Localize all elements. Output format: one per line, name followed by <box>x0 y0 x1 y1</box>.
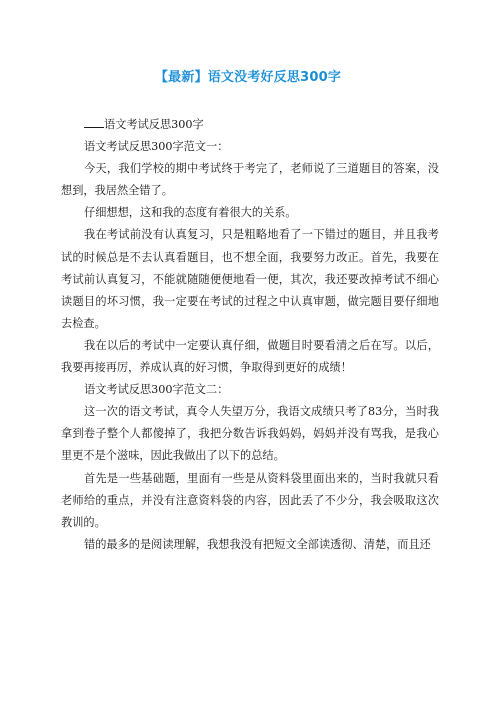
paragraph: 我在考试前没有认真复习，只是粗略地看了一下错过的题目，并且我考试的时候总是不去认真看题目，也不想全面，我要努力改正。首先，我要在考试前认真复习，不能就随随便便地看一便，其次，我还要改掉考试不细心读题目的坏习惯，我一定要在考试的过程之中认真审题，做完题目要仔细地去检查。 <box>61 228 439 330</box>
subtitle-text: 语文考试反思300字 <box>104 118 204 131</box>
paragraph: 语文考试反思300字范文二： <box>84 383 229 397</box>
document-title: 【最新】语文没考好反思300字 <box>154 70 342 85</box>
paragraph: 语文考试反思300字范文一： <box>84 140 229 154</box>
paragraph: 首先是一些基础题，里面有一些是从资料袋里面出来的，当时我就只看老师给的重点，并没有注意资料袋的内容，因此丢了不少分，我会吸取这次教训的。 <box>61 471 439 529</box>
document-body <box>61 114 439 556</box>
paragraph: 今天，我们学校的期中考试终于考完了，老师说了三道题目的答案，没想到，我居然全错了。 <box>61 162 439 198</box>
paragraph: 这一次的语文考试，真令人失望万分，我语文成绩只考了83分，当时我拿到卷子整个人都傻掉了，我把分数告诉我妈妈，妈妈并没有骂我，是我心里更不是个滋味，因此我做出了以下的总结。 <box>61 405 439 463</box>
paragraph: 我在以后的考试中一定要认真仔细，做题目时要看清之后在写。以后，我要再接再厉，养成认真的好习惯，争取得到更好的成绩！ <box>61 338 439 375</box>
subtitle-line <box>61 114 439 136</box>
blank-underline <box>84 117 104 128</box>
paragraph: 错的最多的是阅读理解，我想我没有把短文全部读透彻、清楚，而且还 <box>84 537 431 551</box>
paragraph: 仔细想想，这和我的态度有着很大的关系。 <box>84 206 297 220</box>
